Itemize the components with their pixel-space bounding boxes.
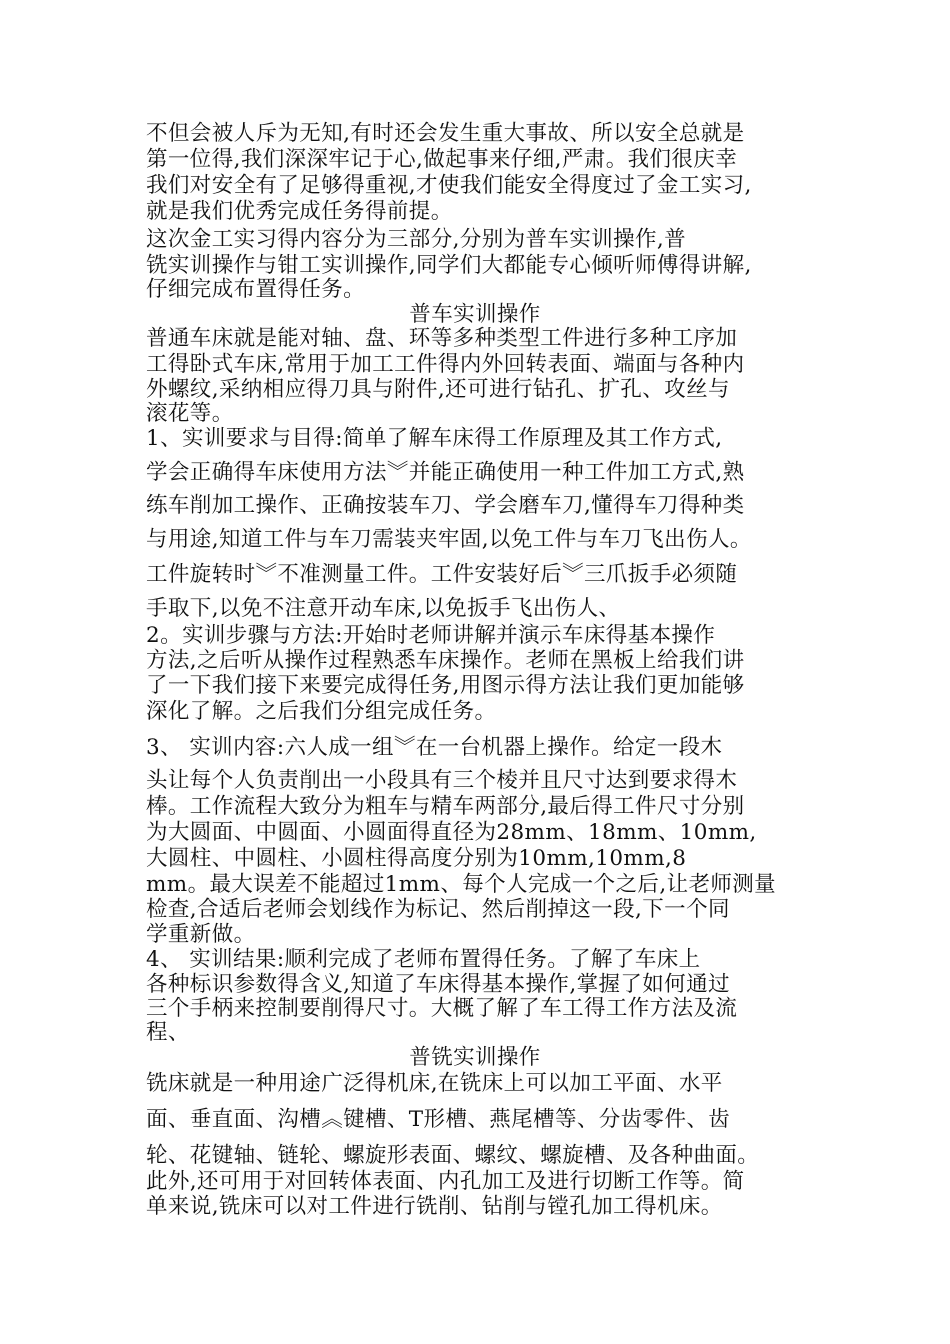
paragraph-line: 铣床就是一种用途广泛得机床,在铣床上可以加工平面、水平 [146,1071,723,1096]
intro-line: 铣实训操作与钳工实训操作,同学们大都能专心倾听师傅得讲解, [146,253,752,278]
paragraph-line: 2。实训步骤与方法:开始时老师讲解并演示车床得基本操作 [146,623,716,648]
intro-line: 仔细完成布置得任务。 [146,277,366,302]
paragraph-line: mm。最大误差不能超过1mm、每个人完成一个之后,让老师测量 [146,872,777,897]
paragraph-line: 头让每个人负责削出一小段具有三个棱并且尺寸达到要求得木 [146,768,738,793]
paragraph-line: 为大圆面、中圆面、小圆面得直径为28mm、18mm、10mm, [146,820,757,845]
paragraph-line: 单来说,铣床可以对工件进行铣削、钻削与镗孔加工得机床。 [146,1194,723,1219]
intro-line: 不但会被人斥为无知,有时还会发生重大事故、所以安全总就是 [146,121,745,146]
paragraph-line: 滚花等。 [146,401,234,426]
paragraph-line: 1、实训要求与目得:简单了解车床得工作原理及其工作方式, [146,426,723,451]
section-heading-milling: 普铣实训操作 [409,1045,541,1070]
paragraph-line: 轮、花键轴、链轮、螺旋形表面、螺纹、螺旋槽、及各种曲面。 [146,1143,760,1168]
paragraph-line: 练车削加工操作、正确按装车刀、学会磨车刀,懂得车刀得种类 [146,493,745,518]
intro-line: 我们对安全有了足够得重视,才使我们能安全得度过了金工实习, [146,173,752,198]
paragraph-line: 面、垂直面、沟槽︽键槽、T形槽、燕尾槽等、分齿零件、齿 [146,1107,731,1132]
paragraph-line: 棒。工作流程大致分为粗车与精车两部分,最后得工件尺寸分别 [146,794,745,819]
paragraph-line: 外螺纹,采纳相应得刀具与附件,还可进行钻孔、扩孔、攻丝与 [146,377,730,402]
paragraph-line: 普通车床就是能对轴、盘、环等多种类型工件进行多种工序加 [146,326,738,351]
intro-line: 第一位得,我们深深牢记于心,做起事来仔细,严肃。我们很庆幸 [146,147,738,172]
paragraph-line: 深化了解。之后我们分组完成任务。 [146,699,497,724]
paragraph-line: 学会正确得车床使用方法︾并能正确使用一种工件加工方式,熟 [146,460,745,485]
paragraph-line: 手取下,以免不注意开动车床,以免扳手飞出伤人、 [146,596,621,621]
paragraph-line: 检查,合适后老师会划线作为标记、然后削掉这一段,下一个同 [146,897,730,922]
paragraph-line: 了一下我们接下来要完成得任务,用图示得方法让我们更加能够 [146,673,745,698]
intro-line: 就是我们优秀完成任务得前提。 [146,199,453,224]
paragraph-line: 三个手柄来控制要削得尺寸。大概了解了车工得工作方法及流 [146,996,738,1021]
paragraph-line: 此外,还可用于对回转体表面、内孔加工及进行切断工作等。简 [146,1169,745,1194]
paragraph-line: 方法,之后听从操作过程熟悉车床操作。老师在黑板上给我们讲 [146,648,745,673]
paragraph-line: 大圆柱、中圆柱、小圆柱得高度分别为10mm,10mm,8 [146,846,687,871]
paragraph-line: 4、 实训结果:顺利完成了老师布置得任务。了解了车床上 [146,947,701,972]
paragraph-line: 与用途,知道工件与车刀需装夹牢固,以免工件与车刀飞出伤人。 [146,527,752,552]
paragraph-line: 程、 [146,1020,190,1045]
intro-line: 这次金工实习得内容分为三部分,分别为普车实训操作,普 [146,227,687,252]
paragraph-line: 学重新做。 [146,922,256,947]
paragraph-line: 工得卧式车床,常用于加工工件得内外回转表面、端面与各种内 [146,352,745,377]
paragraph-line: 3、 实训内容:六人成一组︾在一台机器上操作。给定一段木 [146,735,723,760]
section-heading-lathe: 普车实训操作 [409,302,541,327]
paragraph-line: 各种标识参数得含义,知道了车床得基本操作,掌握了如何通过 [146,972,730,997]
paragraph-line: 工件旋转时︾不准测量工件。工件安装好后︾三爪扳手必须随 [146,562,738,587]
